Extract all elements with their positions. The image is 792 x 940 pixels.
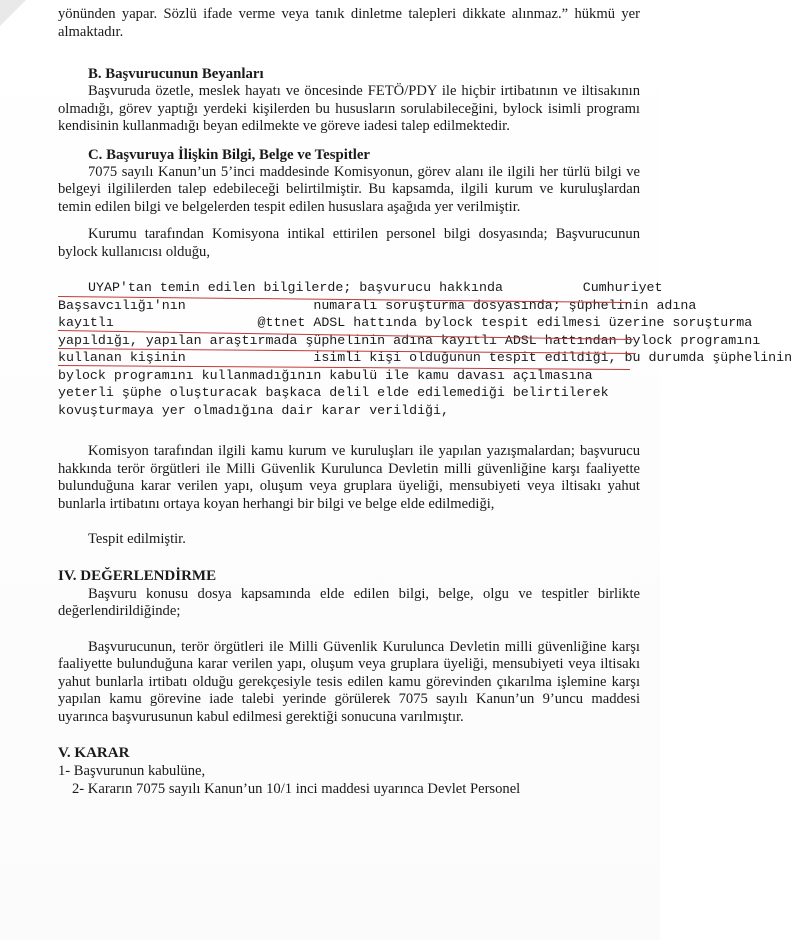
section-v-heading: V. KARAR [58,745,130,761]
section-iv-heading: IV. DEĞERLENDİRME [58,567,217,584]
decision-item: 2- Kararın 7075 sayılı Kanun’un 10/1 inci maddesi uyarınca Devlet Personel [72,780,521,797]
section-c-heading: C. Başvuruya İlişkin Bilgi, Belge ve Tespitler [88,146,371,163]
section-c-body: 7075 sayılı Kanun’un 5’inci maddesinde Komisyonun, görev alanı ile ilgili her türlü bilgi ve belgeyi ilgililerden talep edebileceği belirtilmiştir. Bu kapsamda, ilgili kurum ve kuruluşlardan temin edilen bilgi ve belgelerden tespit edilen hususlara aşağıda yer verilmiştir. [58,163,640,215]
section-b-body: Başvuruda özetle, meslek hayatı ve öncesinde FETÖ/PDY ile hiçbir irtibatının ve iltisakının olmadığı, görev yaptığı yerdeki kişilerden bu hususların sorulabileceğini, bylock isimli programı kendisinin kullanmadığı beyan edilmekte ve göreve iadesi talep edilmektedir. [58,83,640,134]
uyap-line: kayıtlı @ttnet ADSL hattında bylock tespit edilmesi üzerine soruşturma [58,315,753,330]
uyap-line: UYAP'tan temin edilen bilgilerde; başvurucu hakkında Cumhuriyet [88,280,663,295]
uyap-line: Başsavcılığı'nın numaralı soruşturma dosyasında; şüphelinin adına [58,297,697,313]
document-body [58,6,792,798]
decision-item: 1- Başvurunun kabulüne, [58,763,206,779]
section-b-heading: B. Başvurucunun Beyanları [88,66,264,82]
uyap-tail: bylock programını kullanmadığının kabulü ile kamu davası açılmasına yeterli şüphe oluşturacak başkaca delil elde edilemediği belirtilerek kovuşturmaya yer olmadığına dair karar verildiği, [58,367,609,418]
commission-paragraph: Komisyon tarafından ilgili kamu kurum ve kuruluşları ile yapılan yazışmalardan; başvurucu hakkında terör örgütleri ile Milli Güvenlik Kurulunca Devletin milli güvenliğine karşı faaliyette bulunduğuna karar verilen yapı, oluşum veya gruplara üyeliği, mensubiyeti veya iltisakı yahut bunlarla irtibatını ortaya koyan herhangi bir bilgi ve belge elde edilmediği, [58,443,640,512]
section-iv-intro: Başvuru konusu dosya kapsamında elde edilen bilgi, belge, olgu ve tespitler birlikte değerlendirildiğinde; [58,585,640,619]
personnel-paragraph: Kurumu tarafından Komisyona intikal ettirilen personel bilgi dosyasında; Başvurucunun bylock kullanıcısı olduğu, [58,226,640,260]
section-iv-body: Başvurucunun, terör örgütleri ile Milli Güvenlik Kurulunca Devletin milli güvenliğine karşı faaliyette bulunduğuna karar verilen yapı, oluşum veya gruplara üyeliği, mensubiyeti veya iltisakı yahut bunlarla irtibatı olduğu gerekçesiyle tesis edilen kamu görevinden çıkarılma işlemine karşı yapılan kamu görevine iade talebi yerinde görülerek 7075 sayılı Kanun’un 9’uncu maddesi uyarınca başvurusunun kabul edilmesi gerektiği sonucuna varılmıştır. [58,638,640,725]
uyap-line: yapıldığı, yapılan araştırmada şüphelinin adına kayıtlı ADSL hattından bylock programını [58,332,761,348]
page-corner [0,0,26,26]
uyap-line: kullanan kişinin isimli kişi olduğunun tespit edildiği, bu durumda şüphelinin [58,350,792,365]
uyap-paragraph [58,279,792,419]
decision-list [58,763,640,798]
intro-paragraph: yönünden yapar. Sözlü ifade verme veya tanık dinletme talepleri dikkate alınmaz.” hükmü yer almaktadır. [58,6,640,40]
findings-closing: Tespit edilmiştir. [88,531,186,547]
